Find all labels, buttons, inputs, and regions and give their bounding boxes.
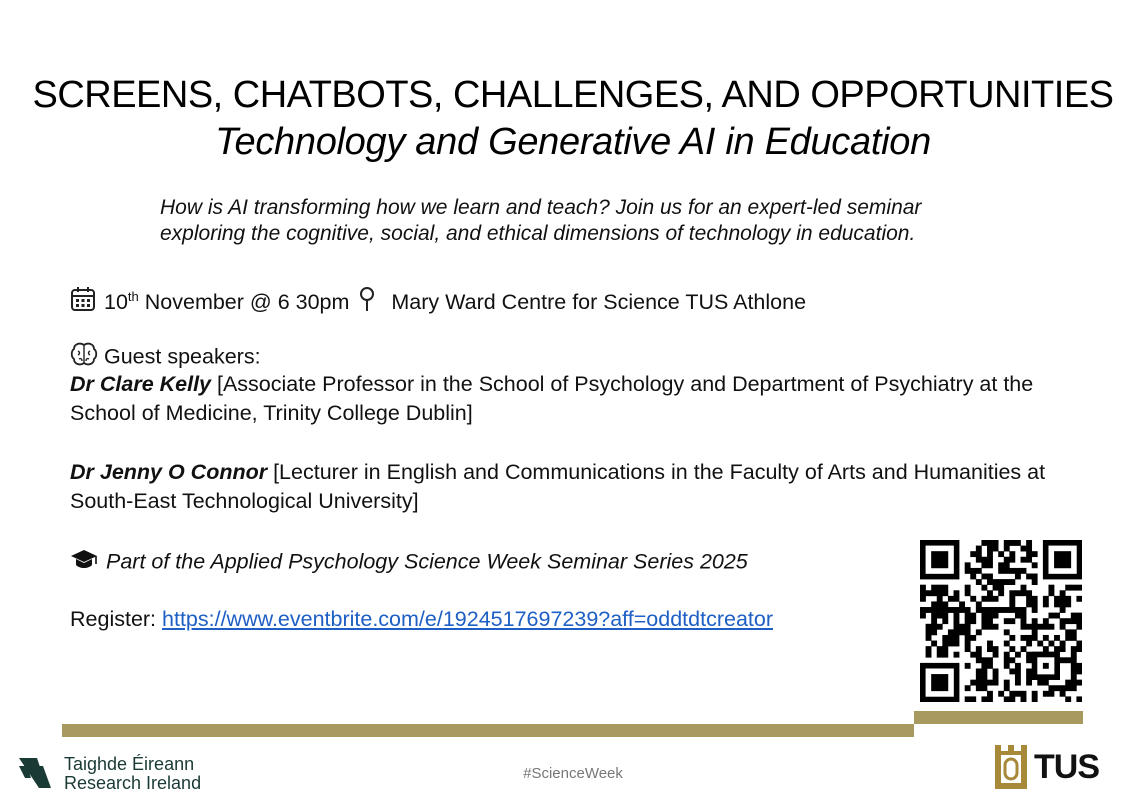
tus-crest-icon [995, 745, 1027, 794]
series-line [70, 547, 748, 579]
intro-text [160, 195, 1040, 247]
intro-line-1: How is AI transforming how we learn and teach? Join us for an expert-led seminar [160, 196, 922, 219]
speaker-1 [70, 370, 1090, 428]
register-label: Register: [70, 607, 163, 631]
map-pin-icon [357, 286, 377, 320]
research-ireland-line-2: Research Ireland [64, 773, 202, 793]
event-date-suffix: th [127, 289, 139, 304]
graduation-cap-icon [70, 547, 98, 579]
event-date-day: 10 [104, 290, 128, 315]
research-ireland-line-1: Taighde Éireann [64, 754, 195, 774]
intro-line-2: exploring the cognitive, social, and ethical dimensions of technology in education. [160, 222, 916, 245]
speaker-2 [70, 458, 1090, 516]
speaker-2-name: Dr Jenny O Connor [70, 460, 268, 484]
speakers-heading-label: Guest speakers: [104, 344, 261, 369]
calendar-icon [70, 286, 96, 320]
page-subtitle: Technology and Generative AI in Education [215, 121, 931, 163]
speaker-1-name: Dr Clare Kelly [70, 372, 212, 396]
register-line [70, 605, 773, 634]
speaker-2-detail: [Lecturer in English and Communications in the Faculty of Arts and Humanities at South-East Technological University] [70, 460, 1046, 513]
tus-wordmark: TUS [1034, 748, 1099, 786]
qr-code [920, 540, 1082, 702]
accent-bar-right [914, 711, 1083, 724]
hashtag: #ScienceWeek [523, 765, 623, 782]
speaker-1-detail: [Associate Professor in the School of Psychology and Department of Psychiatry at the School of Medicine, Trinity College Dublin] [70, 372, 1034, 425]
page-title: SCREENS, CHATBOTS, CHALLENGES, AND OPPORTUNITIES [32, 74, 1114, 116]
register-link[interactable]: https://www.eventbrite.com/e/1924517697239?aff=oddtdtcreator [162, 607, 773, 631]
event-location: Mary Ward Centre for Science TUS Athlone [391, 290, 807, 315]
event-details [70, 282, 806, 320]
accent-bar-left [62, 724, 914, 737]
series-text: Part of the Applied Psychology Science Week Seminar Series 2025 [106, 549, 748, 574]
event-date-time: November @ 6 30pm [144, 290, 350, 315]
